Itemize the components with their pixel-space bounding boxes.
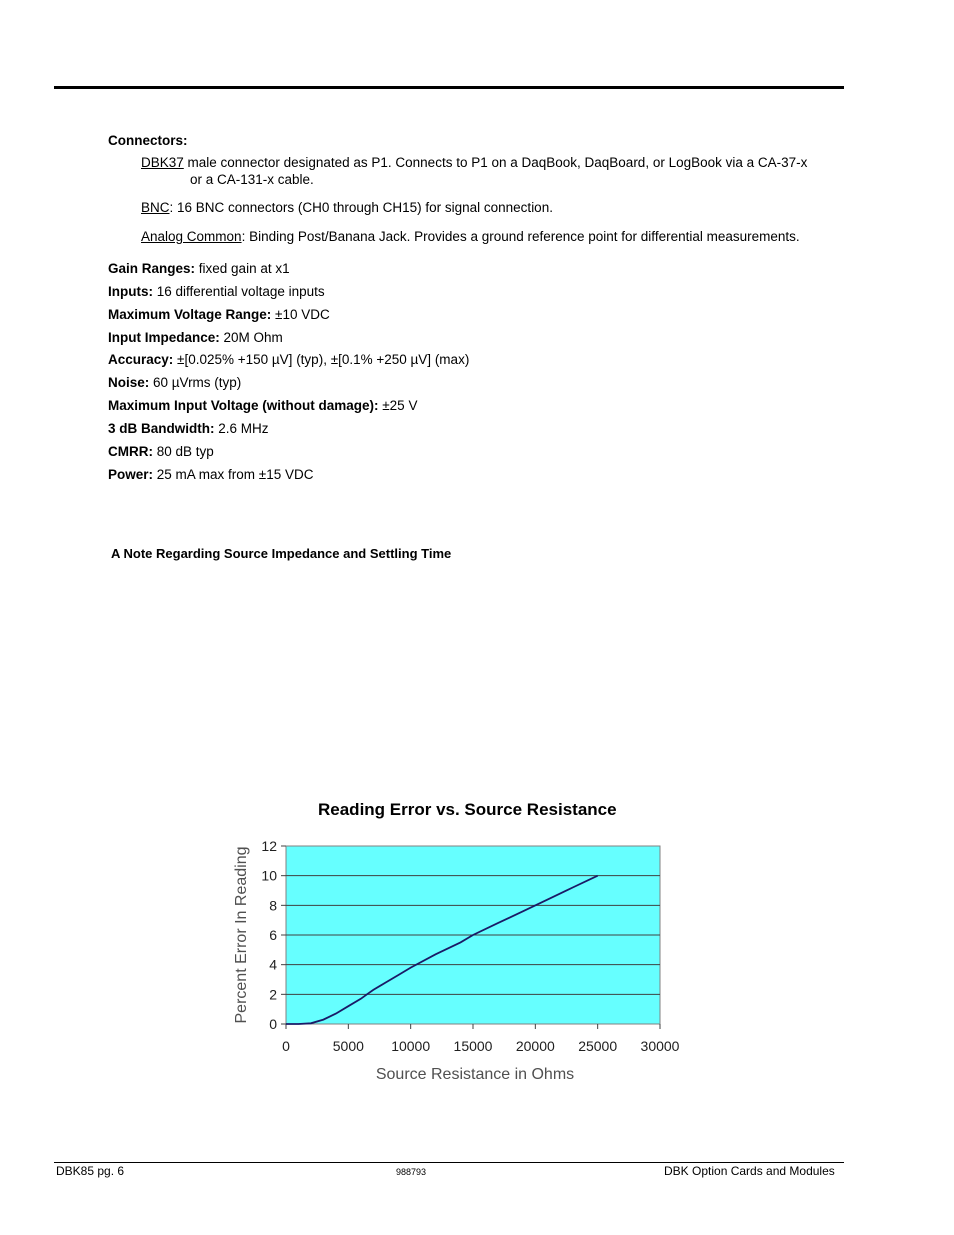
spec-inputs — [108, 284, 325, 299]
spec-label: Inputs: — [108, 284, 153, 299]
spec-label: CMRR: — [108, 444, 153, 459]
header-rule — [54, 86, 844, 89]
reading-error-chart — [225, 830, 695, 1090]
footer-doc-number: 988793 — [396, 1167, 427, 1177]
spec-value: 20M Ohm — [219, 330, 283, 345]
y-tick-label: 6 — [269, 927, 277, 943]
spec-label: Maximum Input Voltage (without damage): — [108, 398, 379, 413]
analog-common-description: : Binding Post/Banana Jack. Provides a ground reference point for differential measurements. — [241, 229, 800, 244]
spec-value: 2.6 MHz — [214, 421, 269, 436]
x-tick-label: 30000 — [640, 1038, 680, 1054]
bnc-name: BNC — [141, 200, 170, 215]
dbk37-line2: or a CA-131-x cable. — [190, 172, 314, 187]
spec-input-impedance — [108, 330, 283, 345]
y-tick-label: 4 — [269, 956, 277, 973]
y-tick-label: 8 — [269, 897, 277, 914]
dbk37-line — [141, 155, 807, 170]
footer-page-label: DBK85 pg. 6 — [56, 1164, 125, 1178]
spec-value: ±10 VDC — [271, 307, 330, 322]
connectors-heading: Connectors: — [108, 133, 188, 148]
spec-accuracy — [108, 352, 469, 367]
spec-value: ±25 V — [378, 398, 418, 413]
dbk37-description: male connector designated as P1. Connects to P1 on a DaqBook, DaqBoard, or LogBook via a CA-37-x — [183, 155, 808, 170]
spec-cmrr — [108, 444, 214, 459]
spec-gain-ranges — [108, 261, 290, 276]
chart-title: Reading Error vs. Source Resistance — [318, 800, 617, 819]
x-tick-label: 25000 — [578, 1038, 618, 1054]
bnc-description: : 16 BNC connectors (CH0 through CH15) for signal connection. — [169, 200, 553, 215]
spec-label: Noise: — [108, 375, 150, 390]
spec-power — [108, 467, 313, 482]
y-tick-label: 0 — [269, 1016, 277, 1032]
spec-noise — [108, 375, 241, 390]
spec-value: fixed gain at x1 — [195, 261, 290, 276]
x-tick-label: 5000 — [332, 1038, 364, 1054]
spec-label: Power: — [108, 467, 154, 482]
x-tick-label: 0 — [282, 1038, 290, 1054]
note-heading: A Note Regarding Source Impedance and Settling Time — [111, 546, 452, 561]
spec-label: Accuracy: — [108, 352, 174, 367]
x-tick-label: 15000 — [453, 1038, 493, 1054]
footer-manual-title: DBK Option Cards and Modules — [664, 1164, 835, 1178]
spec-value: 16 differential voltage inputs — [153, 284, 325, 299]
y-axis-label: Percent Error In Reading — [233, 846, 250, 1024]
spec-value: 25 mA max from ±15 VDC — [153, 467, 314, 482]
spec-label: Input Impedance: — [108, 330, 220, 345]
spec-label: Maximum Voltage Range: — [108, 307, 272, 322]
footer-rule — [54, 1162, 844, 1163]
spec-label: Gain Ranges: — [108, 261, 196, 276]
spec-max-voltage-range — [108, 307, 330, 322]
spec-value: ±[0.025% +150 µV] (typ), ±[0.1% +250 µV] (max) — [173, 352, 470, 367]
analog-common-name: Analog Common — [141, 229, 242, 244]
x-axis-label: Source Resistance in Ohms — [375, 1066, 575, 1083]
analog-common-line — [141, 229, 800, 244]
spec-value: 80 dB typ — [153, 444, 214, 459]
spec-bandwidth — [108, 421, 269, 436]
y-tick-label: 2 — [269, 986, 277, 1003]
x-tick-label: 10000 — [391, 1038, 431, 1054]
y-tick-label: 10 — [261, 867, 277, 884]
spec-label: 3 dB Bandwidth: — [108, 421, 215, 436]
bnc-line — [141, 200, 553, 215]
spec-value: 60 µVrms (typ) — [149, 375, 242, 390]
y-tick-label: 12 — [261, 838, 277, 854]
spec-max-input-voltage — [108, 398, 417, 413]
x-tick-label: 20000 — [515, 1038, 555, 1054]
dbk37-name: DBK37 — [141, 155, 184, 170]
